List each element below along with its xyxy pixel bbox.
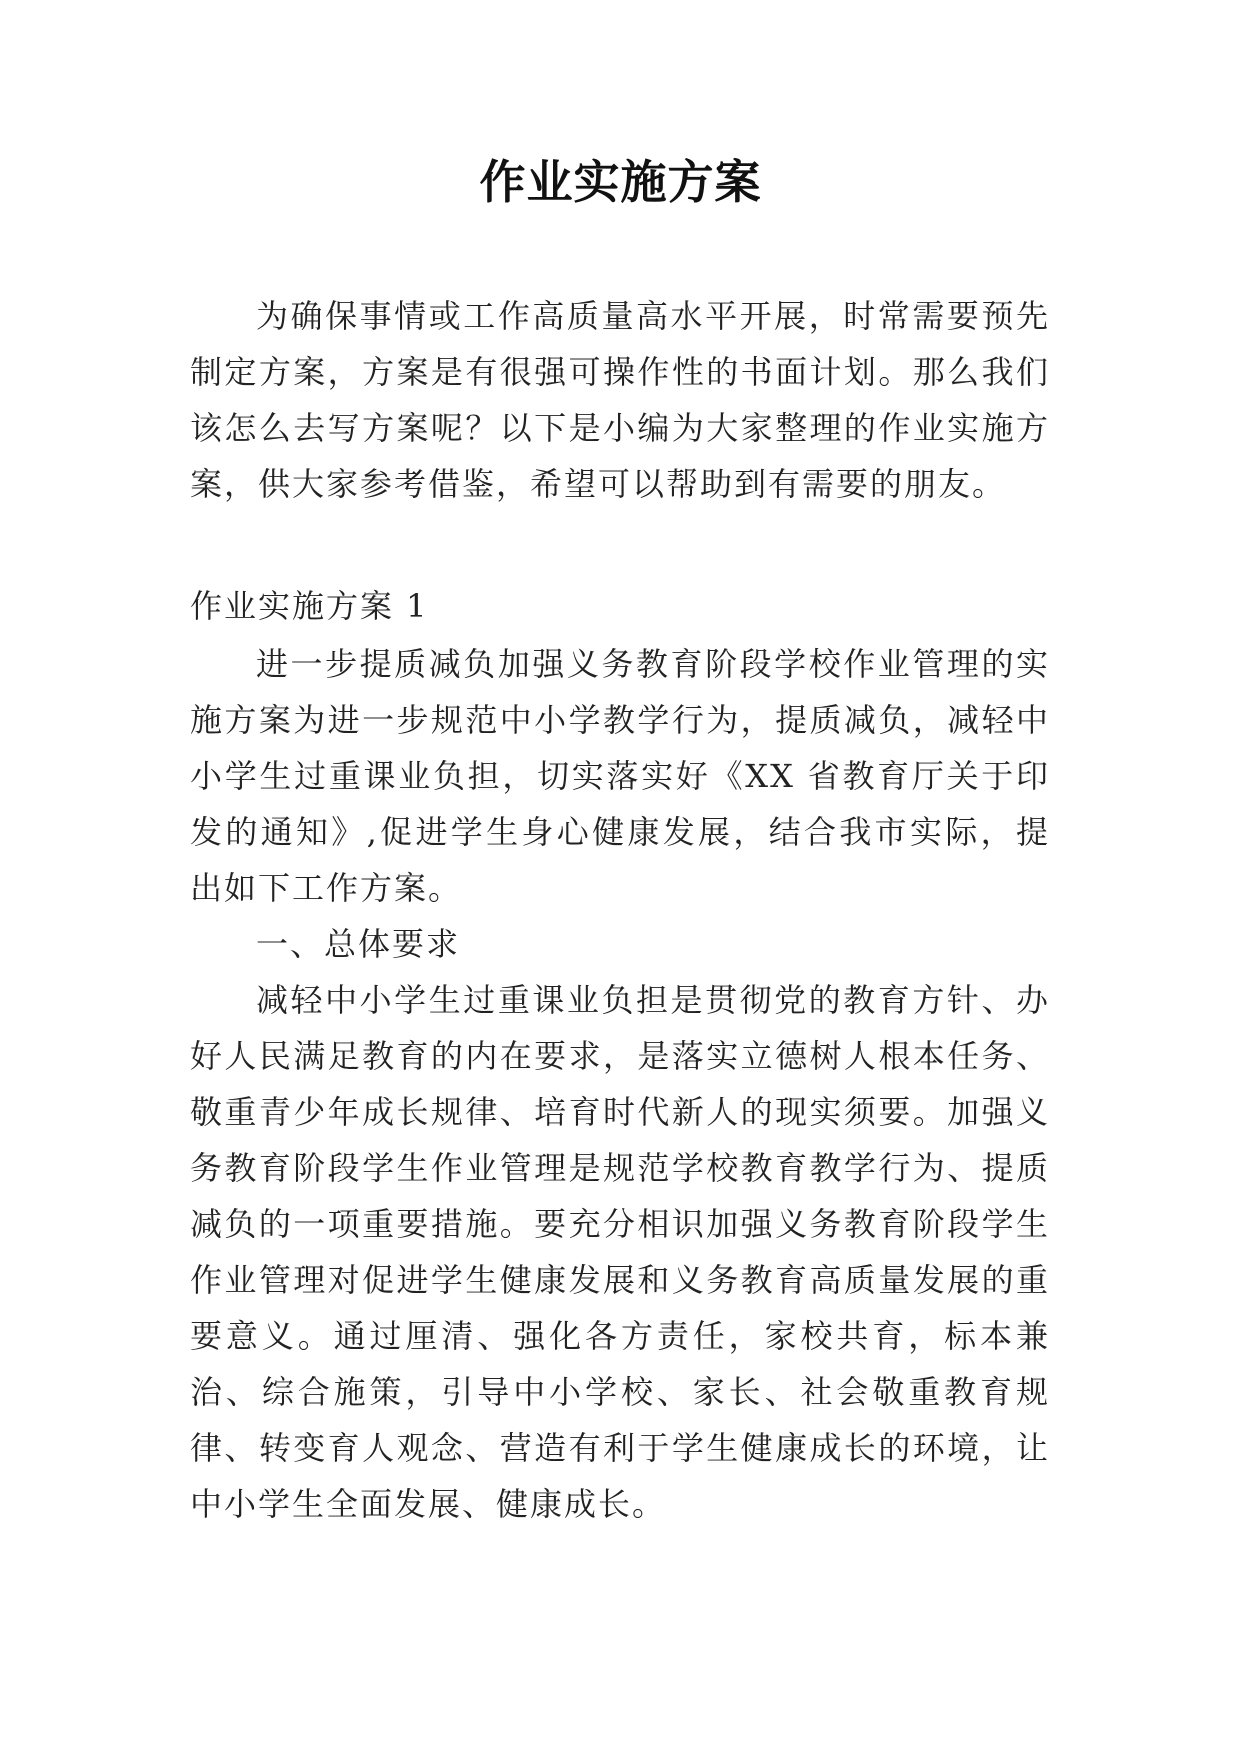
section-title: 作业实施方案 1: [190, 587, 429, 625]
section-intro-paragraph: 进一步提质减负加强义务教育阶段学校作业管理的实施方案为进一步规范中小学教学行为，提质减负，减轻中小学生过重课业负担，切实落实好《XX 省教育厅关于印发的通知》,促进学生身心健康发展，结合我市实际，提出如下工作方案。: [190, 645, 1050, 907]
general-requirements-paragraph: 减轻中小学生过重课业负担是贯彻党的教育方针、办好人民满足教育的内在要求，是落实立德树人根本任务、敬重青少年成长规律、培育时代新人的现实须要。加强义务教育阶段学生作业管理是规范学校教育教学行为、提质减负的一项重要措施。要充分相识加强义务教育阶段学生作业管理对促进学生健康发展和义务教育高质量发展的重要意义。通过厘清、强化各方责任，家校共育，标本兼治、综合施策，引导中小学校、家长、社会敬重教育规律、转变育人观念、营造有利于学生健康成长的环境，让中小学生全面发展、健康成长。: [190, 981, 1050, 1523]
subheading-general-requirements: 一、总体要求: [256, 925, 461, 963]
intro-paragraph: 为确保事情或工作高质量高水平开展，时常需要预先制定方案，方案是有很强可操作性的书面计划。那么我们该怎么去写方案呢？以下是小编为大家整理的作业实施方案，供大家参考借鉴，希望可以帮助到有需要的朋友。: [190, 297, 1050, 503]
document-title: 作业实施方案: [479, 155, 762, 209]
